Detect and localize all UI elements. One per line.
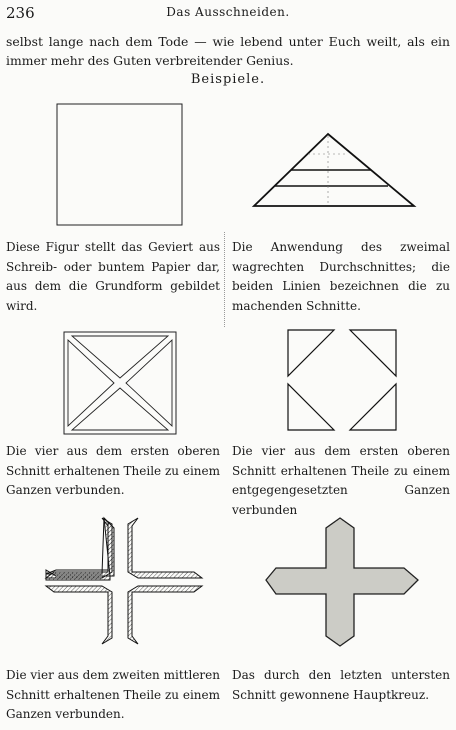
section-title: Beispiele.	[190, 72, 266, 87]
caption-cross-outline: Die vier aus dem zweiten mittleren Schnitt erhaltenen Theile zu einem Ganzen verbunden.	[6, 668, 220, 721]
caption-x-square: Die vier aus dem ersten oberen Schnitt erhaltenen Theile zu einem Ganzen verbunden.	[6, 444, 220, 497]
column-divider	[224, 232, 225, 327]
page-number: 236	[6, 4, 35, 22]
caption-cross-filled: Das durch den letzten untersten Schnitt gewonnene Hauptkreuz.	[232, 668, 450, 702]
caption-triangles: Die vier aus dem ersten oberen Schnitt erhaltenen Theile zu einem entgegengesetzten Ganzen verbunden	[232, 444, 450, 517]
cross-outline-figure	[42, 514, 208, 648]
caption-triangle: Die Anwendung des zweimal wagrechten Durchschnittes; die beiden Linien bezeichnen die zu machenden Schnitte.	[232, 240, 450, 313]
running-header: Das Ausschneiden.	[166, 5, 290, 19]
cross-filled-figure	[262, 514, 422, 650]
intro-paragraph: selbst lange nach dem Tode — wie lebend unter Euch weilt, als ein immer mehr des Guten verbreitender Genius.	[6, 34, 450, 68]
x-square-figure	[62, 330, 180, 436]
caption-square: Diese Figur stellt das Geviert aus Schreib- oder buntem Papier dar, aus dem die Grundform gebildet wird.	[6, 240, 220, 313]
square-figure	[56, 103, 184, 227]
triangle-figure	[250, 130, 420, 210]
triangles-figure	[284, 326, 402, 436]
